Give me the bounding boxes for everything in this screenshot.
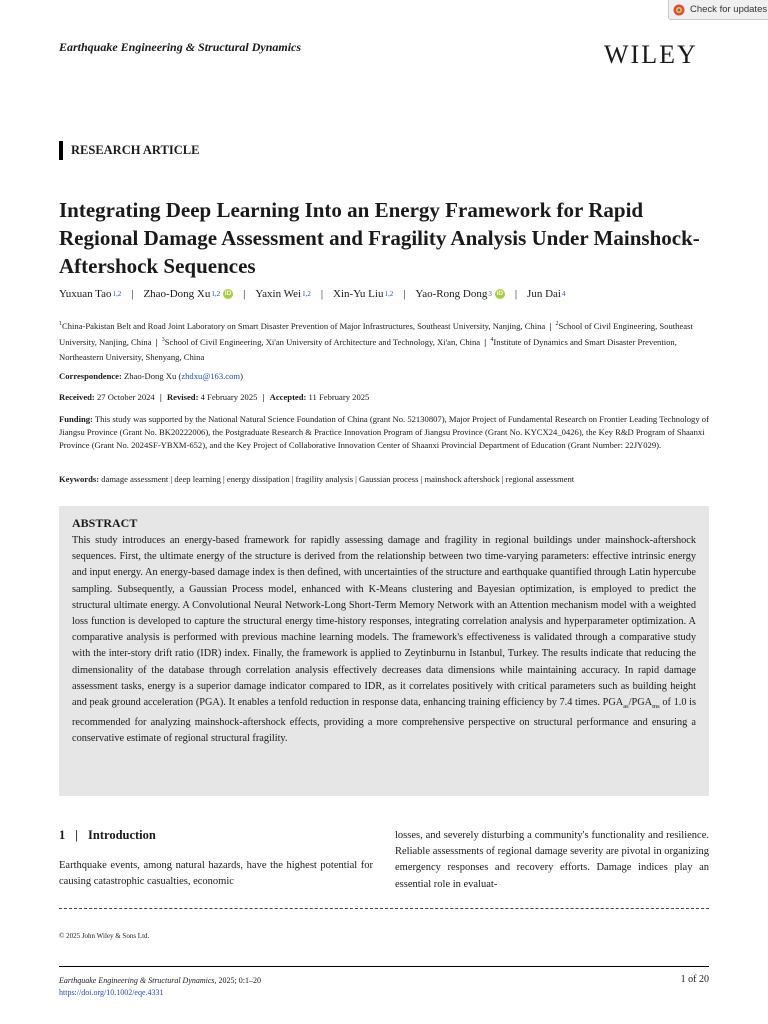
check-for-updates-label: Check for updates	[690, 4, 768, 15]
article-type: RESEARCH ARTICLE	[59, 141, 199, 160]
affiliation-4: Institute of Dynamics and Smart Disaster Prevention, Northeastern University, Shenyang, China	[59, 337, 677, 362]
correspondence-email-link[interactable]: zhdxu@163.com	[181, 371, 241, 381]
author-separator: |	[243, 288, 246, 300]
author[interactable]	[333, 288, 393, 300]
author-name[interactable]: Zhao-Dong Xu	[143, 288, 211, 300]
author[interactable]	[143, 288, 233, 300]
orcid-icon[interactable]: iD	[496, 290, 504, 297]
author-name[interactable]: Yuxuan Tao	[59, 288, 112, 300]
funding-text: This study was supported by the National Natural Science Foundation of China (grant No. 52130807), Major Project of Fundamental Research on Frontier Leading Technology of Jiangsu Province (Grant No. BK20222006), the Postgraduate Research & Practice Innovation Program of Jiangsu Province (Grant No. KYCX24_0426), the Key R&D Program of Shaanxi Province (Grant No. 2024SF-YBXM-652), and the Key Project of Collaborative Innovation Center of Shaanxi Provincial Department of Education (Grant Number: 22JY029).	[59, 414, 709, 450]
footer-divider	[59, 966, 709, 967]
received-date: 27 October 2024	[96, 392, 155, 402]
funding-label: Funding:	[59, 414, 93, 424]
author-separator: |	[403, 288, 406, 300]
correspondence: Correspondence: Zhao-Dong Xu (zhdxu@163.com)	[59, 371, 243, 381]
affil-sup-1: 1	[59, 321, 62, 327]
author[interactable]	[415, 288, 504, 300]
author-name[interactable]: Yao-Rong Dong	[415, 288, 488, 300]
affil-sup-3: 3	[161, 337, 165, 344]
article-title: Integrating Deep Learning Into an Energy Framework for Rapid Regional Damage Assessment and Fragility Analysis Under Mainshock-Aftershock Sequences	[59, 198, 700, 278]
publisher-logo: WILEY	[604, 40, 698, 69]
footer-citation	[59, 976, 261, 985]
funding	[59, 413, 711, 451]
affil-sup-4: 4	[490, 337, 494, 344]
accepted-date: 11 February 2025	[308, 392, 370, 402]
author-affiliation-sup: 1,2	[302, 290, 311, 298]
orcid-icon[interactable]: iD	[224, 290, 232, 297]
revised-label: Revised:	[166, 392, 199, 402]
copyright: © 2025 John Wiley & Sons Ltd.	[59, 932, 150, 940]
abstract-text	[72, 533, 696, 748]
keywords	[59, 474, 711, 484]
author-name[interactable]: Jun Dai	[527, 288, 561, 300]
abstract-heading: ABSTRACT	[72, 516, 138, 530]
revised-date: 4 February 2025	[200, 392, 258, 402]
affiliations: $^1$China-Pakistan Belt and Road Joint Laboratory on Smart Disaster Prevention of Major Infrastructures, Southeast University, Nanjing, China | $^2$School of Civil Engineering, Southeast University, Nanjing, China | $^3$School of Civil Engineering, Xi'an University of Architecture and Technology, Xi'an, China | $^4$Institute of Dynamics and Smart Disaster Prevention, Northeastern University, Shenyang, China	[59, 320, 693, 362]
intro-left-column	[59, 828, 373, 890]
received-label: Received:	[59, 392, 95, 402]
accepted-label: Accepted:	[269, 392, 307, 402]
section-number: 1	[59, 828, 66, 842]
page-number: 1 of 20	[680, 974, 709, 985]
author[interactable]	[527, 288, 565, 300]
pga-sub-as: as	[623, 703, 629, 711]
affil-sup-2: 2	[555, 321, 559, 327]
author-affiliation-sup: 1,2	[211, 290, 221, 298]
footer-journal: Earthquake Engineering & Structural Dynamics	[59, 976, 215, 985]
correspondence-label: Correspondence:	[59, 371, 122, 381]
keywords-text: damage assessment | deep learning | energy dissipation | fragility analysis | Gaussian process | mainshock aftershock | regional assessment	[101, 474, 575, 484]
intro-left-text: Earthquake events, among natural hazards, have the highest potential for causing catastrophic casualties, economic	[59, 860, 373, 888]
doi-link[interactable]: https://doi.org/10.1002/eqe.4331	[59, 988, 164, 997]
article-dates: Received: 27 October 2024 | Revised: 4 February 2025 | Accepted: 11 February 2025	[59, 392, 370, 402]
correspondence-name: Zhao-Dong Xu	[124, 371, 177, 381]
author-name[interactable]: Xin-Yu Liu	[333, 288, 384, 300]
abstract-text-main: This study introduces an energy-based framework for rapidly assessing damage and fragility in regional buildings under mainshock-aftershock sequences. First, the ultimate energy of the structure is derived from the relationship between two time-varying parameters: effective intrinsic energy and input energy. An energy-based damage index is then defined, with uncertainties of the structure and earthquake quantified through Latin hypercube sampling. Subsequently, a Gaussian Process model, enhanced with K-Means clustering and Bayesian optimization, is employed to predict the structural ultimate energy. A Convolutional Neural Network-Long Short-Term Memory Network with an Attention mechanism model with a weighted loss function is developed to capture the structural energy time-history responses, integrating correlation analysis and hyperparameter optimization. A comparative analysis is performed with previous machine learning models. The framework's effectiveness is validated through a comparative study with the inter-story drift ratio (IDR) index. Finally, the framework is applied to Zeytinburnu in Istanbul, Turkey. The results indicate that reducing the dimensionality of the database through correlation analysis effectively decreases data dimensions while maintaining accuracy. In rapid damage assessment tasks, energy is a superior damage indicator compared to IDR, as it correlates positively with critical parameters such as building height and peak ground acceleration (PGA). It enables a tenfold reduction in response data, enhancing training efficiency by 7.4 times.	[72, 535, 696, 709]
keywords-label: Keywords:	[59, 474, 100, 484]
intro-heading: 1 | Introduction	[59, 828, 156, 842]
author-separator: |	[514, 288, 518, 300]
author-affiliation-sup: 1,2	[112, 290, 122, 298]
check-for-updates-button[interactable]	[668, 0, 768, 20]
pga-sub-ms: ms	[652, 703, 660, 711]
pga-ratio-denominator: PGA	[631, 697, 653, 709]
author-separator: |	[320, 288, 324, 300]
author-affiliation-sup: 3	[488, 290, 492, 298]
author-affiliation-sup: 4	[561, 290, 566, 298]
section-title: Introduction	[88, 828, 156, 842]
footnote-divider	[59, 908, 709, 909]
pga-ratio-numerator: PGA	[602, 697, 624, 709]
author-separator: |	[131, 288, 134, 300]
abstract-text-end: of 1.0 is recommended for analyzing mainshock-aftershock effects, providing a more comprehensive perspective on structural performance and ensuring a conservative estimate of regional structural fragility.	[72, 697, 697, 745]
footer-citation-detail: , 2025; 0:1–20	[214, 976, 261, 985]
journal-name: Earthquake Engineering & Structural Dynamics	[59, 40, 302, 54]
affiliation-3: School of Civil Engineering, Xi'an University of Architecture and Technology, Xi'an, China	[164, 337, 481, 348]
intro-right-column	[395, 828, 709, 893]
author[interactable]	[255, 288, 311, 300]
crossmark-icon	[673, 4, 685, 16]
author-list	[59, 288, 719, 300]
abstract-box	[59, 506, 709, 796]
affiliation-1: China-Pakistan Belt and Road Joint Laboratory on Smart Disaster Prevention of Major Infrastructures, Southeast University, Nanjing, China	[62, 320, 546, 331]
author-name[interactable]: Yaxin Wei	[255, 288, 302, 300]
intro-right-text: losses, and severely disturbing a community's functionality and resilience. Reliable assessments of regional damage severity are pivotal in organizing emergency responses and recovery efforts. Damage indices play an essential role in evaluat-	[395, 830, 709, 890]
author-affiliation-sup: 1,2	[384, 290, 394, 298]
pga-ratio-slash: /	[628, 697, 632, 709]
affiliation-2: School of Civil Engineering, Southeast University, Nanjing, China	[59, 320, 693, 348]
author[interactable]	[59, 288, 121, 300]
